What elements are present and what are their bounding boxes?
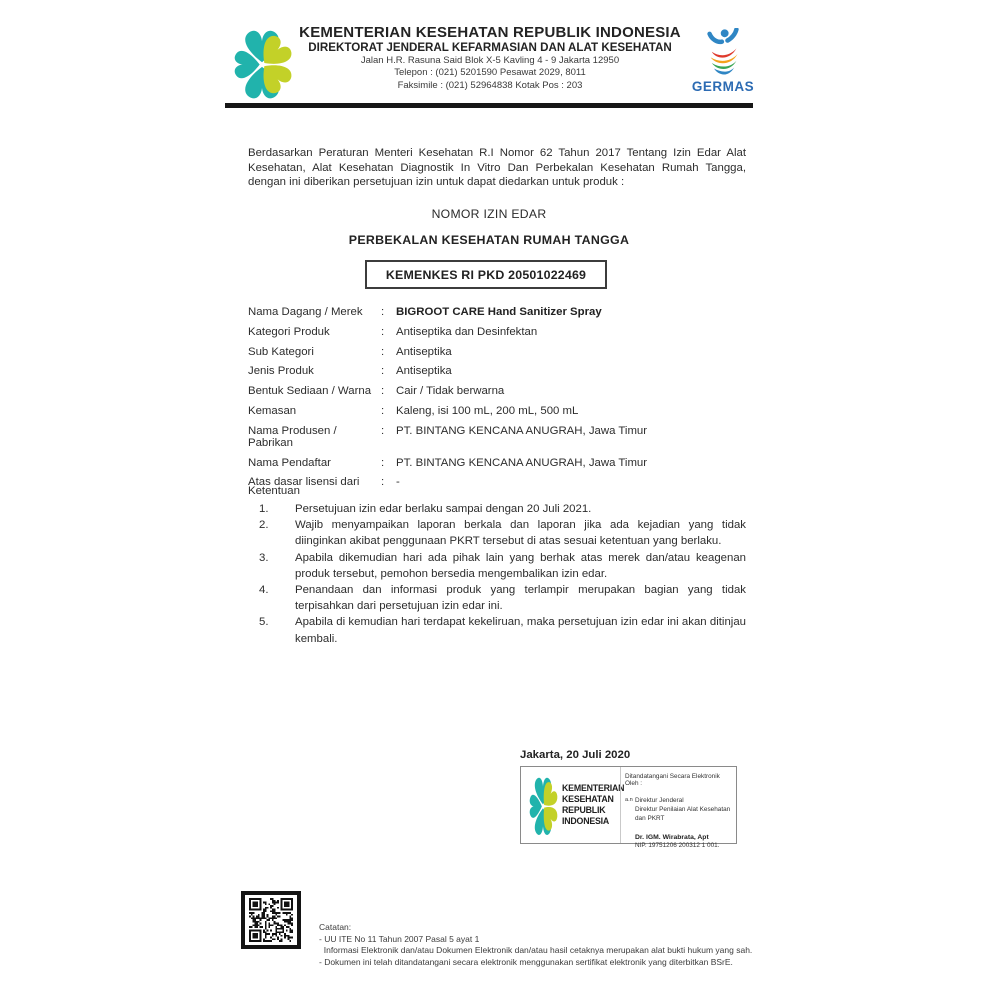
- terms-item-number: 5.: [259, 616, 269, 629]
- address-line: Jalan H.R. Rasuna Said Blok X-5 Kavling 4 - 9 Jakarta 12950: [360, 55, 620, 66]
- terms-list: [259, 501, 746, 647]
- field-value: Antiseptika: [396, 345, 452, 358]
- terms-item-text: Wajib menyampaikan laporan berkala dan laporan jika ada kejadian yang tidak diinginkan akibat penggunaan PKRT tersebut di atas sesuai ketentuan yang berlaku.: [295, 519, 746, 548]
- terms-item: [259, 517, 746, 549]
- category-title: PERBEKALAN KESEHATAN RUMAH TANGGA: [348, 233, 630, 247]
- field-separator: :: [381, 365, 385, 378]
- field-label: Atas dasar lisensi dari: [248, 476, 360, 489]
- field-row: [248, 385, 748, 397]
- field-value: BIGROOT CARE Hand Sanitizer Spray: [396, 306, 602, 318]
- germas-logo: [686, 28, 760, 98]
- qr-code: [241, 891, 301, 949]
- letterhead-divider: [225, 103, 753, 108]
- stamp-signer-info: [620, 767, 736, 849]
- terms-heading: Ketentuan: [248, 485, 300, 497]
- signer-nip: NIP. 19751206 200312 1 001.: [635, 842, 720, 849]
- field-row: [248, 476, 748, 488]
- stamp-line: REPUBLIK: [562, 805, 606, 815]
- field-value: Cair / Tidak berwarna: [396, 385, 505, 398]
- ministry-name: KEMENTERIAN KESEHATAN REPUBLIK INDONESIA: [299, 24, 681, 41]
- kemenkes-logo-small-icon: [524, 772, 562, 838]
- field-row: [248, 457, 748, 469]
- footer-notes: [319, 922, 879, 968]
- license-number: KEMENKES RI PKD 20501022469: [385, 267, 587, 282]
- terms-item-number: 4.: [259, 584, 269, 597]
- field-row: [248, 306, 748, 318]
- note-line: - UU ITE No 11 Tahun 2007 Pasal 5 ayat 1: [319, 933, 480, 944]
- stamp-ministry-text: [562, 767, 625, 843]
- field-separator: :: [381, 404, 385, 417]
- field-separator: :: [381, 306, 385, 318]
- electronic-signature-stamp: [520, 766, 737, 849]
- terms-item: [259, 614, 746, 646]
- field-value: PT. BINTANG KENCANA ANUGRAH, Jawa Timur: [396, 424, 648, 437]
- terms-item-number: 2.: [259, 519, 269, 532]
- field-label: Sub Kategori: [248, 345, 314, 358]
- directorate-name: DIREKTORAT JENDERAL KEFARMASIAN DAN ALAT KESEHATAN: [308, 41, 672, 54]
- field-row: [248, 365, 748, 377]
- field-separator: :: [381, 385, 385, 398]
- field-value: -: [396, 476, 400, 489]
- terms-item: [259, 550, 746, 582]
- product-fields: [248, 306, 748, 496]
- signed-electronically-label: Ditandatangani Secara Elektronik Oleh :: [625, 773, 720, 787]
- field-row: [248, 326, 748, 338]
- field-value: Antiseptika: [396, 365, 452, 378]
- germas-figure-icon: [695, 28, 751, 80]
- phone-line: Telepon : (021) 5201590 Pesawat 2029, 8011: [394, 67, 586, 79]
- terms-item-text: Apabila di kemudian hari terdapat kekeliruan, maka persetujuan izin edar ini akan ditinjau kembali.: [295, 616, 746, 645]
- field-separator: :: [381, 476, 385, 489]
- stamp-line: KEMENTERIAN: [562, 782, 625, 793]
- field-separator: :: [381, 345, 385, 358]
- field-value: Antiseptika dan Desinfektan: [396, 325, 538, 338]
- license-number-box: [365, 260, 607, 289]
- field-value: PT. BINTANG KENCANA ANUGRAH, Jawa Timur: [396, 456, 648, 469]
- section-title: NOMOR IZIN EDAR: [431, 207, 547, 221]
- field-label: Jenis Produk: [248, 365, 314, 378]
- letterhead: [288, 24, 692, 91]
- field-value: Kaleng, isi 100 mL, 200 mL, 500 mL: [396, 404, 579, 417]
- stamp-line: INDONESIA: [562, 816, 610, 827]
- terms-item: [259, 501, 746, 517]
- note-line: Informasi Elektronik dan/atau Dokumen Elektronik dan/atau hasil cetaknya merupakan alat bukti hukum yang sah.: [319, 945, 753, 956]
- intro-paragraph: Berdasarkan Peraturan Menteri Kesehatan R.I Nomor 62 Tahun 2017 Tentang Izin Edar Alat Kesehatan, Alat Kesehatan Diagnostik In Vitro Dan Perbekalan Kesehatan Rumah Tangga, dengan ini diberikan persetujuan izin untuk dapat diedarkan untuk produk :: [248, 147, 746, 189]
- stamp-line: KESEHATAN: [562, 793, 614, 804]
- terms-item-text: Apabila dikemudian hari ada pihak lain yang berhak atas merek dan/atau keagenan produk tersebut, pemohon bersedia mengembalikan izin edar.: [295, 551, 746, 580]
- terms-item-number: 1.: [259, 503, 269, 515]
- note-line: - Dokumen ini telah ditandatangani secara elektronik menggunakan sertifikat elektronik yang diterbitkan BSrE.: [319, 956, 733, 967]
- on-behalf-label: a.n: [625, 797, 633, 803]
- field-label: Kategori Produk: [248, 325, 330, 338]
- terms-item-text: Persetujuan izin edar berlaku sampai dengan 20 Juli 2021.: [295, 503, 592, 515]
- field-separator: :: [381, 456, 385, 469]
- field-label: Bentuk Sediaan / Warna: [248, 385, 372, 398]
- field-row: [248, 346, 748, 358]
- field-label: Nama Produsen / Pabrikan: [248, 424, 337, 449]
- place-date: Jakarta, 20 Juli 2020: [520, 749, 631, 761]
- stamp-logo-wrap: [521, 767, 562, 843]
- terms-item-number: 3.: [259, 551, 269, 564]
- field-label: Nama Dagang / Merek: [248, 306, 363, 318]
- fax-line: Faksimile : (021) 52964838 Kotak Pos : 203: [397, 79, 583, 91]
- signer-role-2: Direktur Penilaian Alat Kesehatan dan PKRT: [635, 806, 731, 822]
- signer-name: Dr. IGM. Wirabrata, Apt: [635, 834, 709, 841]
- terms-item-text: Penandaan dan informasi produk yang terlampir merupakan bagian yang tidak terpisahkan dari persetujuan izin edar ini.: [295, 584, 746, 613]
- notes-heading: Catatan:: [319, 922, 352, 932]
- signer-role-1: Direktur Jenderal: [635, 797, 684, 804]
- terms-item: [259, 582, 746, 614]
- field-separator: :: [381, 424, 385, 437]
- germas-label: GERMAS: [691, 79, 755, 94]
- field-label: Kemasan: [248, 404, 297, 417]
- field-row: [248, 405, 748, 417]
- field-label: Nama Pendaftar: [248, 456, 331, 469]
- field-separator: :: [381, 325, 385, 338]
- field-row: [248, 425, 748, 449]
